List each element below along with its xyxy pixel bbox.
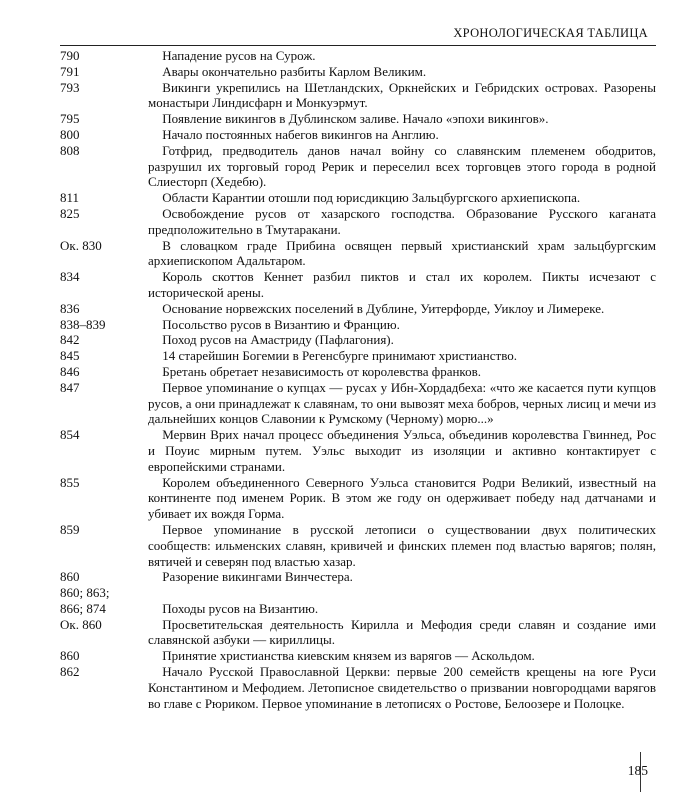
entry-text: Мервин Врих начал процесс объединения Уэльса, объединив королевства Гвиннед, Рос и Поуис мирным путем. Уэльс выходит из изоляции и активно контактирует с европейскими странами. [148, 427, 656, 474]
entry-text: Авары окончательно разбиты Карлом Великим. [162, 63, 427, 79]
header-rule [60, 45, 656, 46]
entry-year: 811 [60, 190, 80, 206]
entry-year: 790 [60, 48, 80, 63]
entry-text: Королем объединенного Северного Уэльса становится Родри Великий, известный на континенте под именем Рорик. В этом же году он одерживает победу над датчанами и убивает их вождя Горма. [148, 474, 656, 522]
entry-year: 855 [60, 474, 80, 490]
entry-year: 862 [60, 664, 80, 680]
chronology-entry [60, 206, 656, 238]
entry-year: 866; 874 [60, 600, 106, 616]
entry-text: Нападение русов на Сурож. [162, 48, 316, 63]
chronology-entry [60, 317, 656, 333]
entry-year: 860 [60, 569, 80, 585]
chronology-entry [60, 569, 656, 585]
entry-year: 845 [60, 348, 80, 364]
chronology-entry [60, 269, 656, 301]
entry-text: Первое упоминание в русской летописи о существовании двух политических сообществ: ильменских славян, кривичей и финских племен под властью варягов; полян, вятичей и северян под властью хазар. [148, 521, 656, 569]
chronology-entry [60, 617, 656, 649]
entry-year: 808 [60, 142, 80, 158]
chronology-entry [60, 127, 656, 143]
entry-year: Ок. 860 [60, 616, 102, 632]
page-number: 185 [627, 763, 648, 778]
entry-text: Основание норвежских поселений в Дублине, Уитерфорде, Уиклоу и Лимереке. [162, 300, 605, 316]
chronology-entry [60, 143, 656, 190]
entry-text: Просветительская деятельность Кирилла и Мефодия среди славян и создание ими славянской азбуки — кириллицы. [148, 616, 656, 648]
entry-year: 854 [60, 427, 80, 443]
entry-year: 859 [60, 521, 80, 537]
entry-text [148, 585, 656, 601]
entry-year: 842 [60, 332, 80, 348]
chronology-entry [60, 664, 656, 711]
chronology-entry [60, 648, 656, 664]
running-header: ХРОНОЛОГИЧЕСКАЯ ТАБЛИЦА [453, 26, 648, 40]
entry-text: Области Карантии отошли под юрисдикцию Зальцбургского архиепископа. [162, 190, 581, 206]
entry-text: Освобождение русов от хазарского господства. Образование Русского каганата предположительно в Тмутаракани. [148, 205, 656, 237]
entry-year: 847 [60, 379, 80, 395]
chronology-entry [60, 380, 656, 427]
entry-text: Готфрид, предводитель данов начал войну со славянским племенем ободритов, разрушил их торговый город Рерик и переселил всех торговцев этого города в родной Слиесторп (Хедебю). [148, 142, 656, 190]
entry-text: Первое упоминание о купцах — русах у Ибн-Хордадбеха: «что же касается пути купцов русов, а они принадлежат к славянам, то они вывозят меха бобров, черных лисиц и мечи из дальнейших концов Славонии к Румскому (Черному) морю...» [148, 379, 656, 427]
chronology-entry [60, 332, 656, 348]
entry-year: 800 [60, 126, 80, 142]
chronology-entry [60, 80, 656, 112]
chronology-entry [60, 522, 656, 569]
chronology-entry [60, 301, 656, 317]
entry-text: Король скоттов Кеннет разбил пиктов и стал их королем. Пикты исчезают с исторической арены. [148, 269, 656, 300]
entry-year: 825 [60, 205, 80, 221]
entry-year: 795 [60, 111, 80, 127]
chronology-entry [60, 601, 656, 617]
entry-year: 836 [60, 300, 80, 316]
entry-text: Начало Русской Православной Церкви: первые 200 семейств крещены на юге Руси Константином и Мефодием. Летописное свидетельство о призвании новгородцами варягов во главе с Рюриком. Первое упоминание в летописях о Ростове, Белоозере и Полоцке. [148, 664, 656, 711]
entry-text: Бретань обретает независимость от королевства франков. [162, 363, 481, 379]
chronology-entry [60, 475, 656, 522]
chronology-entry [60, 364, 656, 380]
chronology-entry [60, 427, 656, 474]
chronology-entry [60, 111, 656, 127]
entry-text: Поход русов на Амастриду (Пафлагония). [162, 332, 394, 348]
entry-text: Появление викингов в Дублинском заливе. Начало «эпохи викингов». [162, 111, 549, 127]
entry-text: Викинги укрепились на Шетландских, Оркнейских и Гебридских островах. Разорены монастыри Линдисфарн и Монкуэрмут. [148, 79, 656, 111]
entry-year: Ок. 830 [60, 237, 102, 253]
entry-text: 14 старейшин Богемии в Регенсбурге принимают христианство. [162, 348, 517, 364]
entry-text: В словацком граде Прибина освящен первый христианский храм зальцбургским архиепископом Адальтаром. [148, 237, 656, 269]
entry-year: 791 [60, 63, 80, 79]
chronology-entry [60, 48, 656, 64]
chronology-entry [60, 190, 656, 206]
entry-text: Походы русов на Византию. [162, 600, 319, 616]
chronology-entry [60, 348, 656, 364]
entry-year: 834 [60, 269, 80, 285]
chronology-entry [60, 64, 656, 80]
entry-text: Начало постоянных набегов викингов на Англию. [162, 126, 439, 142]
chronology-entry [60, 585, 656, 601]
entry-text: Принятие христианства киевским князем из варягов — Аскольдом. [162, 648, 535, 664]
chronology-table [60, 48, 656, 711]
entry-text: Разорение викингами Винчестера. [162, 569, 353, 585]
entry-year: 838–839 [60, 316, 106, 332]
entry-year: 860 [60, 648, 80, 664]
chronology-entry [60, 238, 656, 270]
entry-text: Посольство русов в Византию и Францию. [162, 316, 400, 332]
entry-year: 793 [60, 79, 80, 95]
entry-year: 846 [60, 363, 80, 379]
entry-year: 860; 863; [60, 585, 110, 601]
